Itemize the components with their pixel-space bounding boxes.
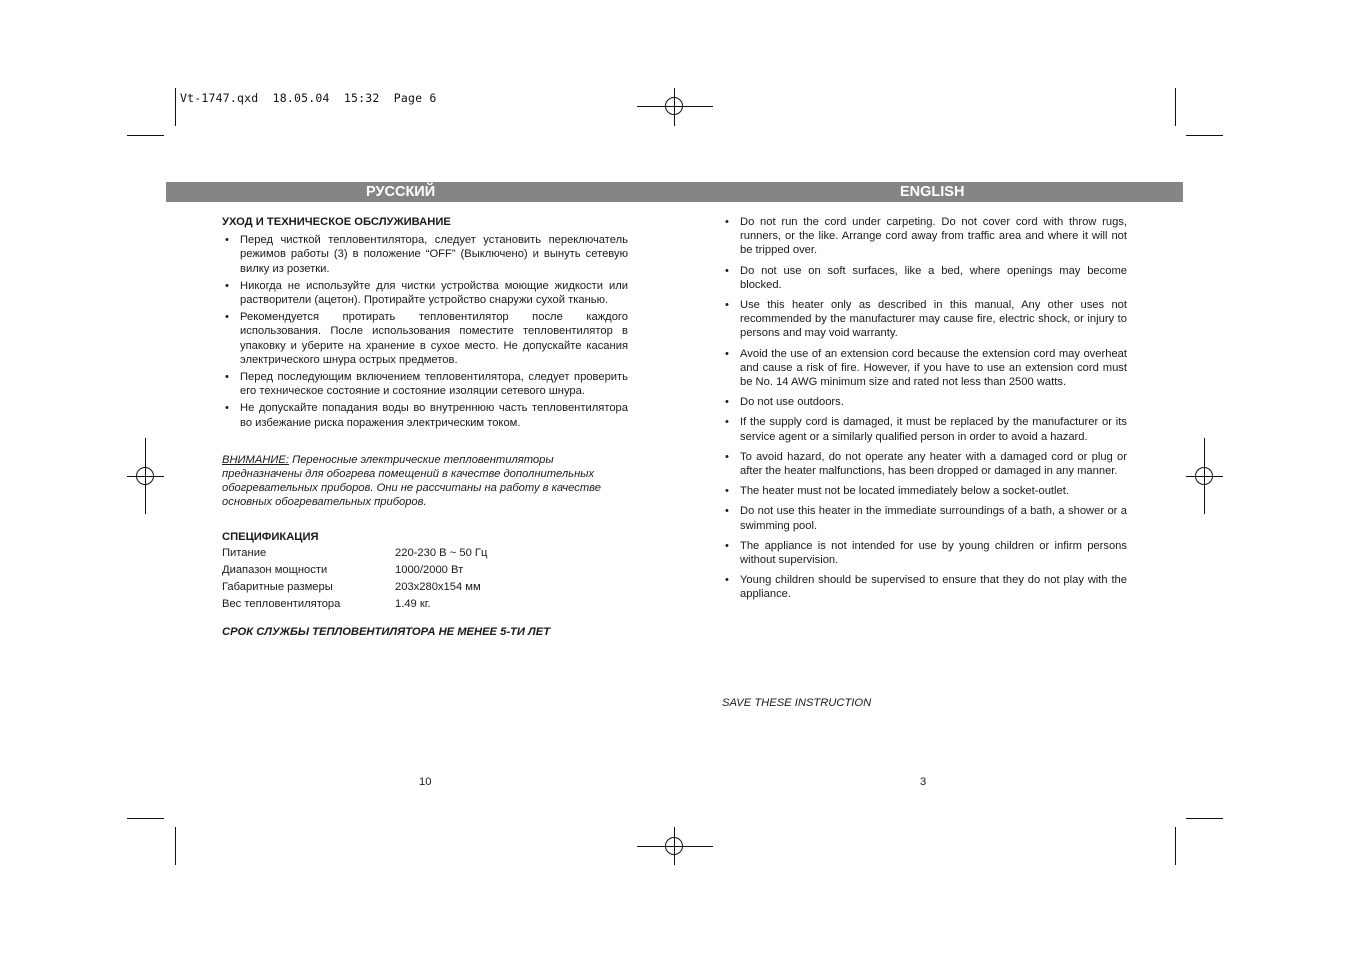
spec-key: Габаритные размеры bbox=[222, 580, 333, 593]
list-item: • If the supply cord is damaged, it must be replaced by the manufacturer or its service agent or a similarly qualified person in order to avoid a hazard. bbox=[722, 415, 1127, 443]
list-item: • Рекомендуется протирать тепловентилятор после каждого использования. После использования поместите тепловентилятор в упаковку и уберите на хранение в сухое место. Не допускайте касания электрического шнура острых предметов. bbox=[222, 310, 628, 367]
page-number-right: 3 bbox=[920, 776, 927, 788]
crop-mark-top-left-v bbox=[175, 88, 176, 126]
spec-title: СПЕЦИФИКАЦИЯ bbox=[222, 530, 319, 543]
crop-mark-bottom-left-h bbox=[127, 818, 164, 819]
spec-key: Питание bbox=[222, 546, 267, 559]
spec-row bbox=[222, 579, 628, 596]
crop-mark-top-right-h bbox=[1186, 135, 1223, 136]
spec-key: Диапазон мощности bbox=[222, 563, 328, 576]
spec-row bbox=[222, 562, 628, 579]
care-title: УХОД И ТЕХНИЧЕСКОЕ ОБСЛУЖИВАНИЕ bbox=[222, 216, 451, 228]
safety-list bbox=[722, 215, 1127, 602]
care-list bbox=[222, 233, 628, 430]
save-instruction-note: SAVE THESE INSTRUCTION bbox=[722, 697, 872, 709]
list-item: • Young children should be supervised to ensure that they do not play with the appliance. bbox=[722, 573, 1127, 601]
crop-mark-top-right-v bbox=[1175, 88, 1176, 126]
list-item: • Никогда не используйте для чистки устройства моющие жидкости или растворители (ацетон). Протирайте устройство снаружи сухой тканью. bbox=[222, 279, 628, 307]
spec-value: 220-230 В ~ 50 Гц bbox=[395, 546, 488, 559]
warning-label: ВНИМАНИЕ: bbox=[222, 453, 289, 466]
crop-mark-bottom-right-h bbox=[1186, 818, 1223, 819]
en-column bbox=[722, 215, 1127, 608]
list-item: • Do not use on soft surfaces, like a bed, where openings may become blocked. bbox=[722, 264, 1127, 292]
spec-table bbox=[222, 545, 628, 613]
crop-mark-top-left-h bbox=[127, 135, 164, 136]
list-item: • Avoid the use of an extension cord because the extension cord may overheat and cause a risk of fire. However, if you have to use an extension cord must be No. 14 AWG minimum size and rated not less than 2500 watts. bbox=[722, 347, 1127, 390]
spec-value: 1.49 кг. bbox=[395, 597, 431, 610]
list-item: • The heater must not be located immediately below a socket-outlet. bbox=[722, 484, 1127, 498]
spec-row bbox=[222, 596, 628, 613]
list-item: • Use this heater only as described in this manual, Any other uses not recommended by the manufacturer may cause fire, electric shock, or injury to persons and may void warranty. bbox=[722, 298, 1127, 341]
file-slug: Vt-1747.qxd 18.05.04 15:32 Page 6 bbox=[180, 91, 437, 105]
spec-key: Вес тепловентилятора bbox=[222, 597, 341, 610]
header-band bbox=[166, 182, 1183, 202]
list-item: • The appliance is not intended for use by young children or infirm persons without supervision. bbox=[722, 539, 1127, 567]
list-item: • Перед последующим включением тепловентилятора, следует проверить его техническое состояние и состояние изоляции сетевого шнура. bbox=[222, 370, 628, 398]
warning-note bbox=[222, 453, 626, 510]
ru-section-title: РУССКИЙ bbox=[366, 184, 436, 200]
list-item: • Do not use outdoors. bbox=[722, 395, 1127, 409]
page-number-left: 10 bbox=[419, 776, 432, 788]
list-item: • To avoid hazard, do not operate any heater with a damaged cord or plug or after the heater malfunctions, has been dropped or damaged in any manner. bbox=[722, 450, 1127, 478]
spec-row bbox=[222, 545, 628, 562]
service-life-note: СРОК СЛУЖБЫ ТЕПЛОВЕНТИЛЯТОРА НЕ МЕНЕЕ 5-ТИ ЛЕТ bbox=[222, 625, 551, 638]
list-item: • Перед чисткой тепловентилятора, следует установить переключатель режимов работы (3) в положение “OFF” (Выключено) и вынуть сетевую вилку из розетки. bbox=[222, 233, 628, 276]
list-item: • Do not use this heater in the immediate surroundings of a bath, a shower or a swimming pool. bbox=[722, 504, 1127, 532]
spec-value: 203x280x154 мм bbox=[395, 580, 481, 593]
ru-column bbox=[222, 215, 628, 639]
en-section-title: ENGLISH bbox=[900, 184, 965, 200]
list-item: • Do not run the cord under carpeting. Do not cover cord with throw rugs, runners, or the like. Arrange cord away from traffic area and where it will not be tripped over. bbox=[722, 215, 1127, 258]
spec-value: 1000/2000 Вт bbox=[395, 563, 464, 576]
warning-text: Переносные электрические тепловентиляторы предназначены для обогрева помещений в качестве дополнительных обогревательных приборов. Они не рассчитаны на работу в качестве основных обогревательных приборов. bbox=[222, 453, 601, 509]
list-item: • Не допускайте попадания воды во внутреннюю часть тепловентилятора во избежание риска поражения электрическим током. bbox=[222, 401, 628, 429]
crop-mark-bottom-right-v bbox=[1175, 827, 1176, 865]
crop-mark-bottom-left-v bbox=[175, 827, 176, 865]
